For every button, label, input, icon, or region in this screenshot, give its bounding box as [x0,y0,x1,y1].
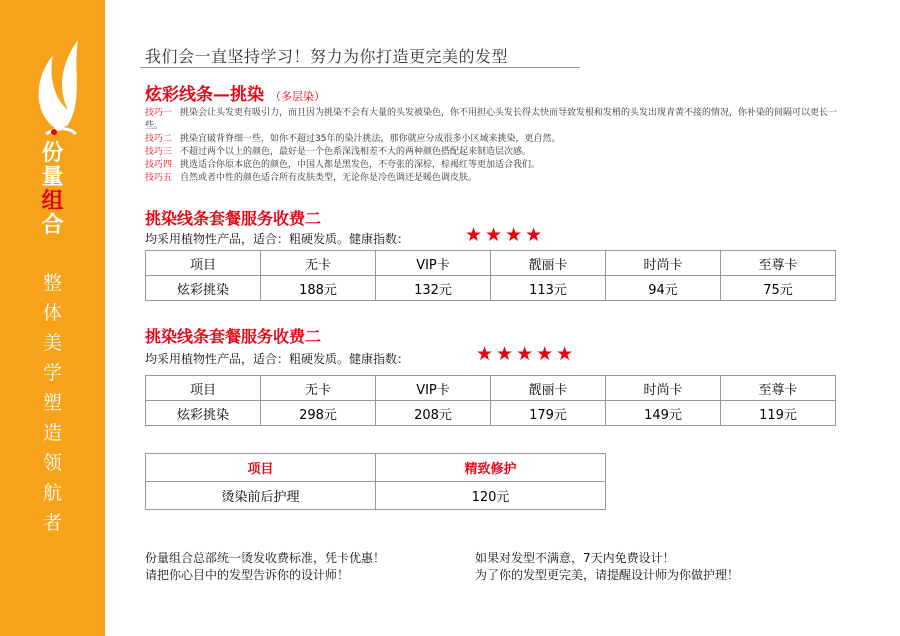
section-subtitle: （多层染） [270,90,325,103]
table-header: 项目 [146,376,261,401]
table-row [146,276,836,301]
table-row [146,454,606,482]
table-header: 时尚卡 [606,251,721,276]
sidebar [0,0,105,636]
package-2-title: 挑染线条套餐服务收费二 [145,327,322,346]
package-2-desc: 均采用植物性产品，适合：粗硬发质。健康指数： [145,352,410,366]
table-header: 时尚卡 [606,376,721,401]
price-table-1 [145,250,836,301]
brand-name: 份 量 组 合 [41,141,64,238]
table-cell: 75元 [721,276,836,301]
table-header: 靓丽卡 [491,251,606,276]
tip-item: 技巧一 挑染会让头发更有吸引力，而且因为挑染不会有大量的头发被染色，你不用担心头发长得太快而导致发根和发梢的头发出现青黄不接的情况，你补染的间隔可以更长一些。 [145,108,838,131]
table-header: 项目 [146,454,376,482]
table-cell: 149元 [606,401,721,426]
care-table [145,453,606,510]
table-header: 靓丽卡 [491,376,606,401]
headline: 我们会一直坚持学习！努力为你打造更完美的发型 [145,47,509,66]
table-cell: 113元 [491,276,606,301]
table-header: VIP卡 [376,376,491,401]
table-cell: 119元 [721,401,836,426]
section-title [145,80,325,105]
table-row [146,376,836,401]
table-header: VIP卡 [376,251,491,276]
table-header: 至尊卡 [721,251,836,276]
headline-divider [140,67,580,68]
table-cell: 188元 [261,276,376,301]
health-stars-2: ★★★★★ [476,343,577,365]
table-header: 项目 [146,251,261,276]
table-cell: 208元 [376,401,491,426]
table-cell: 炫彩挑染 [146,401,261,426]
table-row [146,482,606,510]
health-stars-1: ★★★★ [465,224,546,246]
table-header: 至尊卡 [721,376,836,401]
table-cell: 120元 [376,482,606,510]
price-table-2 [145,375,836,426]
table-cell: 94元 [606,276,721,301]
slogan: 整 体 美 学 塑 造 领 航 者 [42,272,62,534]
table-header: 无卡 [261,376,376,401]
package-1-desc: 均采用植物性产品，适合：粗硬发质。健康指数： [145,232,410,246]
tip-item: 技巧三 不超过两个以上的颜色，最好是一个色系深浅相差不大的两种颜色搭配起来制造层次感。 [145,147,532,157]
table-cell: 179元 [491,401,606,426]
table-header: 精致修护 [376,454,606,482]
table-header: 无卡 [261,251,376,276]
tip-item: 技巧四 挑选适合你原本底色的颜色，中国人都是黑发色，不夸张的深棕，棕褐红等更加适合我们。 [145,160,541,170]
note-right: 如果对发型不满意，7天内免费设计！ 为了你的发型更完美，请提醒设计师为你做护理！ [475,551,740,582]
section-title-text: 炫彩线条—挑染 [145,85,264,105]
table-row [146,251,836,276]
package-1-title: 挑染线条套餐服务收费二 [145,209,322,228]
tip-item: 技巧二 挑染宜破背脊细一些，如你不超过35年的染汁挑法，那你就应分成很多小区域来挑染，更自然。 [145,134,561,144]
table-cell: 132元 [376,276,491,301]
table-cell: 298元 [261,401,376,426]
tip-item: 技巧五 自然或者中性的颜色适合所有皮肤类型，无论你是冷色调还是暖色调皮肤。 [145,173,478,183]
flame-logo-icon [28,30,83,140]
table-cell: 烫染前后护理 [146,482,376,510]
table-row [146,401,836,426]
note-left: 份量组合总部统一烫发收费标准，凭卡优惠！ 请把你心目中的发型告诉你的设计师！ [145,551,386,582]
table-cell: 炫彩挑染 [146,276,261,301]
tips-list [145,107,855,185]
